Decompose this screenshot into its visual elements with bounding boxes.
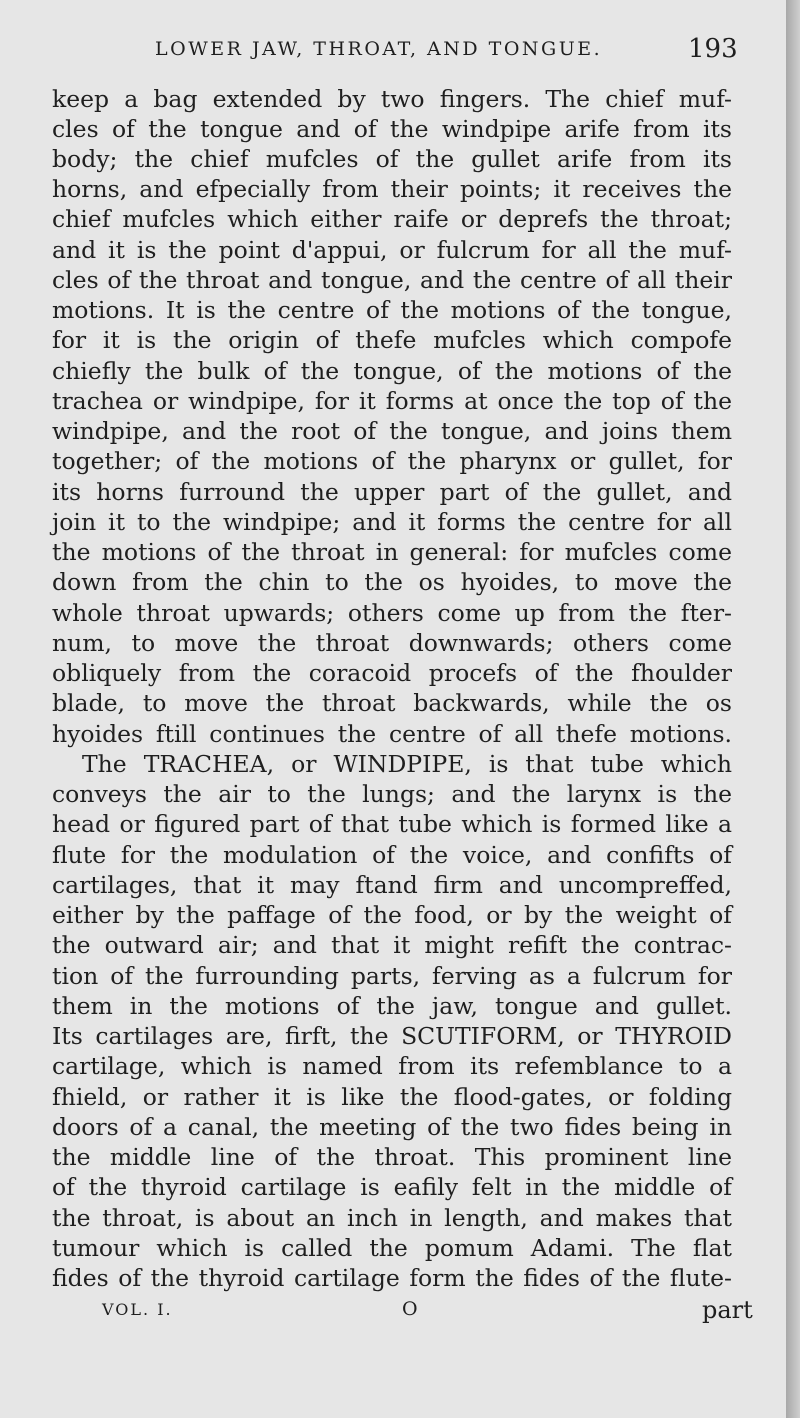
text-line: chiefly the bulk of the tongue, of the motions of the: [52, 357, 732, 385]
text-line: chief mufcles which either raife or deprefs the throat;: [52, 205, 732, 233]
text-line: blade, to move the throat backwards, while the os: [52, 689, 732, 717]
text-line: the throat, is about an inch in length, and makes that: [52, 1204, 732, 1232]
text-line: whole throat upwards; others come up from the fter-: [52, 599, 732, 627]
text-line: keep a bag extended by two fingers. The chief muf-: [52, 85, 732, 113]
text-line: trachea or windpipe, for it forms at once the top of the: [52, 387, 732, 415]
text-line: body; the chief mufcles of the gullet arife from its: [52, 145, 732, 173]
text-line: its horns furround the upper part of the gullet, and: [52, 478, 732, 506]
text-line: conveys the air to the lungs; and the larynx is the: [52, 780, 732, 808]
text-line: cartilage, which is named from its refemblance to a: [52, 1052, 732, 1080]
text-line: cartilages, that it may ftand firm and uncompreffed,: [52, 871, 732, 899]
text-line: fides of the thyroid cartilage form the fides of the flute-: [52, 1264, 732, 1292]
text-line: fhield, or rather it is like the flood-gates, or folding: [52, 1083, 732, 1111]
text-line: tumour which is called the pomum Adami. The flat: [52, 1234, 732, 1262]
text-line: and it is the point d'appui, or fulcrum for all the muf-: [52, 236, 732, 264]
text-line: Its cartilages are, firft, the SCUTIFORM, or THYROID: [52, 1022, 732, 1050]
text-line: motions. It is the centre of the motions of the tongue,: [52, 296, 732, 324]
text-line: flute for the modulation of the voice, and confifts of: [52, 841, 732, 869]
catchword: part: [702, 1296, 753, 1324]
page-number: 193: [688, 34, 738, 64]
text-line: of the thyroid cartilage is eafily felt in the middle of: [52, 1173, 732, 1201]
text-line: tion of the furrounding parts, ferving as a fulcrum for: [52, 962, 732, 990]
text-line: windpipe, and the root of the tongue, and joins them: [52, 417, 732, 445]
running-head: LOWER JAW, THROAT, AND TONGUE.: [155, 38, 603, 60]
text-line: for it is the origin of thefe mufcles which compofe: [52, 326, 732, 354]
text-line: The TRACHEA, or WINDPIPE, is that tube which: [82, 750, 732, 778]
text-line: down from the chin to the os hyoides, to move the: [52, 568, 732, 596]
text-line: the motions of the throat in general: for mufcles come: [52, 538, 732, 566]
volume-signature: VOL. I.: [102, 1300, 173, 1319]
signature-mark: O: [402, 1298, 418, 1320]
text-line: cles of the tongue and of the windpipe arife from its: [52, 115, 732, 143]
text-line: num, to move the throat downwards; others come: [52, 629, 732, 657]
text-line: hyoides ftill continues the centre of all thefe motions.: [52, 720, 732, 748]
text-line: horns, and efpecially from their points; it receives the: [52, 175, 732, 203]
page-header: [0, 34, 786, 70]
text-line: head or figured part of that tube which is formed like a: [52, 810, 732, 838]
text-line: them in the motions of the jaw, tongue and gullet.: [52, 992, 732, 1020]
text-line: the outward air; and that it might refift the contrac-: [52, 931, 732, 959]
text-line: the middle line of the throat. This prominent line: [52, 1143, 732, 1171]
page-footer: [0, 1296, 786, 1336]
text-line: doors of a canal, the meeting of the two fides being in: [52, 1113, 732, 1141]
text-line: either by the paffage of the food, or by the weight of: [52, 901, 732, 929]
text-line: join it to the windpipe; and it forms the centre for all: [52, 508, 732, 536]
text-line: obliquely from the coracoid procefs of the fhoulder: [52, 659, 732, 687]
text-line: together; of the motions of the pharynx or gullet, for: [52, 447, 732, 475]
text-line: cles of the throat and tongue, and the centre of all their: [52, 266, 732, 294]
